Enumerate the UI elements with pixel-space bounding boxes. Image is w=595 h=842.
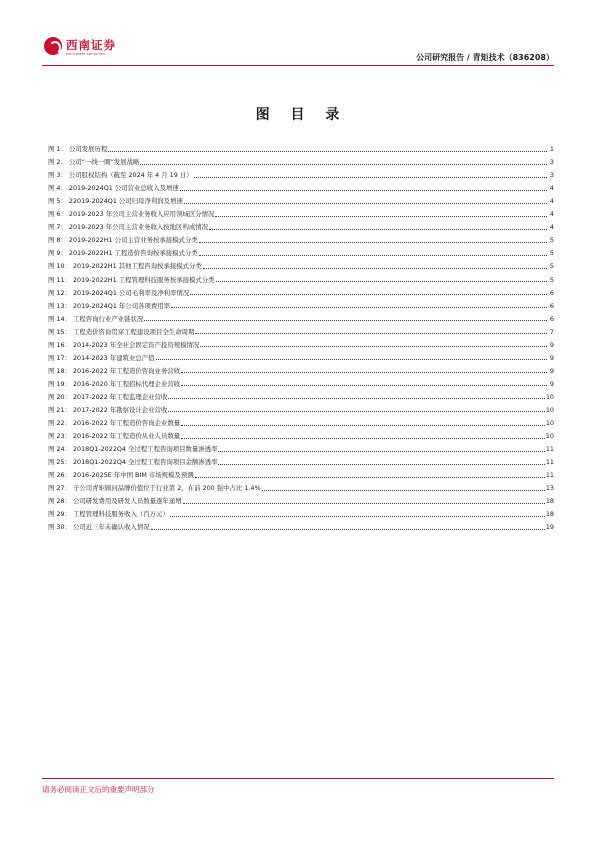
toc-entry-title: 2014-2023 年全社会固定资产投资规模情况 bbox=[72, 340, 200, 349]
figure-list bbox=[48, 140, 554, 531]
toc-entry-title: 2016-2025E 年中国 BIM 市场规模及预测 bbox=[72, 471, 194, 480]
toc-entry[interactable] bbox=[48, 231, 554, 244]
toc-entry[interactable] bbox=[48, 518, 554, 531]
toc-entry-page-number: 1 bbox=[549, 145, 554, 154]
toc-entry-title: 2017-2022 年勘察设计企业营收 bbox=[72, 405, 168, 414]
toc-entry-label: 图 25： bbox=[48, 458, 71, 467]
toc-dot-leader bbox=[181, 438, 545, 439]
logo-name: 西南证券 bbox=[66, 38, 116, 52]
toc-entry-label: 图 8： bbox=[48, 236, 67, 245]
toc-entry-page-number: 6 bbox=[549, 314, 554, 323]
toc-entry-label: 图 28： bbox=[48, 497, 71, 506]
toc-entry-label: 图 22： bbox=[48, 419, 71, 428]
toc-entry-page-number: 6 bbox=[549, 301, 554, 310]
page-header bbox=[42, 36, 554, 66]
footer-divider bbox=[42, 778, 554, 779]
toc-entry[interactable] bbox=[48, 166, 554, 179]
toc-dot-leader bbox=[200, 346, 547, 347]
toc-entry-page-number: 13 bbox=[545, 484, 554, 493]
company-logo bbox=[42, 36, 132, 62]
toc-dot-leader bbox=[195, 333, 547, 334]
toc-entry-page-number: 5 bbox=[549, 236, 554, 245]
footer-disclaimer: 请务必阅读正文后的重要声明部分 bbox=[42, 785, 155, 794]
toc-entry-title: 2016-2020 年工程招标代理企业营收 bbox=[72, 379, 181, 388]
toc-dot-leader bbox=[216, 281, 547, 282]
toc-entry-label: 图 7： bbox=[48, 223, 67, 232]
toc-entry[interactable] bbox=[48, 140, 554, 153]
toc-entry[interactable] bbox=[48, 244, 554, 257]
toc-entry[interactable] bbox=[48, 336, 554, 349]
toc-dot-leader bbox=[181, 385, 547, 386]
toc-dot-leader bbox=[184, 203, 547, 204]
toc-entry-page-number: 9 bbox=[549, 353, 554, 362]
toc-entry-label: 图 23： bbox=[48, 432, 71, 441]
toc-entry[interactable] bbox=[48, 401, 554, 414]
toc-entry-page-number: 4 bbox=[549, 223, 554, 232]
toc-entry[interactable] bbox=[48, 505, 554, 518]
toc-entry-page-number: 10 bbox=[545, 405, 554, 414]
toc-entry-label: 图 12： bbox=[48, 288, 71, 297]
toc-dot-leader bbox=[156, 359, 547, 360]
toc-entry-title: 工程咨询行业产业链状况 bbox=[72, 314, 144, 323]
toc-entry-label: 图 11： bbox=[48, 275, 71, 284]
logo-subtitle: SOUTHWEST SECURITIES bbox=[66, 52, 106, 56]
toc-dot-leader bbox=[199, 242, 547, 243]
toc-dot-leader bbox=[151, 529, 545, 530]
toc-entry-label: 图 10： bbox=[48, 262, 71, 271]
toc-entry-title: 公司发展历程 bbox=[68, 145, 108, 154]
toc-dot-leader bbox=[108, 151, 547, 152]
toc-entry-title: 2019-2022H1 工程造价咨询按承接模式分类 bbox=[68, 249, 198, 258]
logo-emblem-icon bbox=[44, 37, 62, 55]
toc-entry-page-number: 4 bbox=[549, 210, 554, 219]
toc-entry-title: 公司股权结构（截至 2024 年 4 月 19 日） bbox=[68, 171, 193, 180]
toc-entry[interactable] bbox=[48, 179, 554, 192]
toc-dot-leader bbox=[190, 294, 547, 295]
toc-entry-label: 图 30： bbox=[48, 523, 71, 532]
toc-entry[interactable] bbox=[48, 479, 554, 492]
toc-entry-title: 公司近三年未确认收入情况 bbox=[72, 523, 150, 532]
toc-entry-label: 图 24： bbox=[48, 445, 71, 454]
toc-entry[interactable] bbox=[48, 349, 554, 362]
toc-dot-leader bbox=[194, 177, 547, 178]
toc-dot-leader bbox=[262, 490, 545, 491]
toc-entry-label: 图 6： bbox=[48, 210, 67, 219]
toc-entry-label: 图 9： bbox=[48, 249, 67, 258]
toc-entry[interactable] bbox=[48, 310, 554, 323]
toc-entry-label: 图 3： bbox=[48, 171, 67, 180]
toc-entry-title: 2019-2022H1 其他工程咨询按承接模式分类 bbox=[72, 262, 202, 271]
toc-entry[interactable] bbox=[48, 492, 554, 505]
toc-entry-title: 2018Q1-2022Q4 全过程工程咨询项目数量渗透率 bbox=[72, 445, 218, 454]
toc-entry-page-number: 11 bbox=[545, 445, 554, 454]
toc-entry-label: 图 15： bbox=[48, 327, 71, 336]
toc-entry-page-number: 19 bbox=[545, 523, 554, 532]
toc-dot-leader bbox=[181, 425, 545, 426]
toc-dot-leader bbox=[170, 516, 545, 517]
toc-entry-label: 图 26： bbox=[48, 471, 71, 480]
toc-entry-title: 2016-2022 年工程造价咨询业务营收 bbox=[72, 366, 181, 375]
toc-dot-leader bbox=[195, 477, 545, 478]
toc-entry-title: 子公司青矩顾问品牌价值位于行业第 2，在前 200 强中占比 1.4% bbox=[72, 484, 261, 493]
toc-entry-title: 2019-2022H1 公司主营业务按承接模式分类 bbox=[68, 236, 198, 245]
page-title: 图 目 录 bbox=[255, 107, 348, 123]
toc-entry-label: 图 2： bbox=[48, 158, 67, 167]
toc-entry-title: 2018Q1-2022Q4 全过程工程咨询项目金额渗透率 bbox=[72, 458, 218, 467]
toc-entry[interactable] bbox=[48, 323, 554, 336]
toc-entry[interactable] bbox=[48, 440, 554, 453]
toc-entry-title: 2019-2024Q1 年公司各项费用率 bbox=[72, 301, 171, 310]
toc-entry-page-number: 9 bbox=[549, 379, 554, 388]
toc-entry-page-number: 9 bbox=[549, 340, 554, 349]
toc-entry-page-number: 5 bbox=[549, 262, 554, 271]
toc-entry[interactable] bbox=[48, 218, 554, 231]
toc-entry-page-number: 3 bbox=[549, 171, 554, 180]
toc-entry-title: 公司研发费用及研发人员数量逐年递增 bbox=[72, 497, 182, 506]
toc-dot-leader bbox=[144, 320, 547, 321]
toc-entry[interactable] bbox=[48, 362, 554, 375]
toc-entry-label: 图 14： bbox=[48, 314, 71, 323]
toc-entry-page-number: 9 bbox=[549, 366, 554, 375]
toc-dot-leader bbox=[218, 464, 544, 465]
toc-entry[interactable] bbox=[48, 414, 554, 427]
toc-entry-page-number: 6 bbox=[549, 288, 554, 297]
toc-entry-page-number: 11 bbox=[545, 471, 554, 480]
toc-entry-page-number: 4 bbox=[549, 184, 554, 193]
toc-dot-leader bbox=[203, 268, 547, 269]
toc-entry-label: 图 16： bbox=[48, 340, 71, 349]
toc-entry-page-number: 7 bbox=[549, 327, 554, 336]
toc-entry[interactable] bbox=[48, 388, 554, 401]
toc-entry-label: 图 18： bbox=[48, 366, 71, 375]
toc-entry-title: 2019-2022H1 工程管理科技服务按承接模式分类 bbox=[72, 275, 215, 284]
toc-entry-title: 工程造价咨询贯穿工程建设项目全生命周期 bbox=[72, 327, 195, 336]
toc-dot-leader bbox=[183, 503, 545, 504]
toc-dot-leader bbox=[180, 190, 547, 191]
toc-dot-leader bbox=[215, 216, 547, 217]
toc-entry-page-number: 10 bbox=[545, 432, 554, 441]
toc-dot-leader bbox=[168, 398, 545, 399]
toc-entry-page-number: 4 bbox=[549, 197, 554, 206]
toc-entry-label: 图 5： bbox=[48, 197, 67, 206]
toc-dot-leader bbox=[199, 255, 547, 256]
toc-entry[interactable] bbox=[48, 192, 554, 205]
toc-entry-page-number: 18 bbox=[545, 497, 554, 506]
toc-entry[interactable] bbox=[48, 453, 554, 466]
toc-dot-leader bbox=[168, 411, 545, 412]
toc-entry-title: 2016-2022 年工程造价咨询企业数量 bbox=[72, 419, 181, 428]
toc-entry-title: 公司“一线一圈”发展战略 bbox=[68, 158, 140, 167]
toc-dot-leader bbox=[218, 451, 544, 452]
toc-entry-label: 图 4： bbox=[48, 184, 67, 193]
toc-entry[interactable] bbox=[48, 257, 554, 270]
report-title: 公司研究报告 / 青矩技术（836208） bbox=[416, 53, 554, 62]
toc-dot-leader bbox=[171, 307, 547, 308]
toc-entry[interactable] bbox=[48, 375, 554, 388]
toc-entry-label: 图 29： bbox=[48, 510, 71, 519]
toc-entry-title: 2016-2022 年工程造价从业人员数量 bbox=[72, 432, 181, 441]
toc-entry-page-number: 18 bbox=[545, 510, 554, 519]
toc-dot-leader bbox=[209, 229, 547, 230]
toc-dot-leader bbox=[140, 164, 547, 165]
toc-entry-title: 2019-2023 年公司主营业务收入按地区构成情况 bbox=[68, 223, 209, 232]
toc-entry-label: 图 13： bbox=[48, 301, 71, 310]
toc-entry-title: 2019-2024Q1 公司营业总收入及增速 bbox=[68, 184, 179, 193]
toc-entry-title: 22019-2024Q1 公司归母净利润及增速 bbox=[68, 197, 183, 206]
toc-entry-title: 工程管理科技服务收入（百万元） bbox=[72, 510, 169, 519]
toc-entry-title: 2017-2022 年工程监理企业营收 bbox=[72, 392, 168, 401]
toc-entry-title: 2019-2023 年公司主营业务收入应用领域区分情况 bbox=[68, 210, 215, 219]
toc-entry-label: 图 27： bbox=[48, 484, 71, 493]
toc-entry-page-number: 11 bbox=[545, 458, 554, 467]
toc-entry-title: 2019-2024Q1 公司毛利率及净利率情况 bbox=[72, 288, 190, 297]
toc-entry[interactable] bbox=[48, 297, 554, 310]
toc-entry[interactable] bbox=[48, 284, 554, 297]
toc-entry-title: 2014-2023 年建筑业总产值 bbox=[72, 353, 155, 362]
toc-dot-leader bbox=[181, 372, 547, 373]
toc-entry[interactable] bbox=[48, 270, 554, 283]
toc-entry-page-number: 5 bbox=[549, 275, 554, 284]
toc-entry-page-number: 10 bbox=[545, 419, 554, 428]
toc-entry-page-number: 5 bbox=[549, 249, 554, 258]
header-divider bbox=[42, 65, 554, 66]
toc-entry-page-number: 3 bbox=[549, 158, 554, 167]
toc-entry-label: 图 1： bbox=[48, 145, 67, 154]
toc-entry-label: 图 17： bbox=[48, 353, 71, 362]
toc-entry[interactable] bbox=[48, 427, 554, 440]
toc-entry-page-number: 10 bbox=[545, 392, 554, 401]
toc-entry-label: 图 20： bbox=[48, 392, 71, 401]
toc-entry[interactable] bbox=[48, 205, 554, 218]
toc-entry-label: 图 19： bbox=[48, 379, 71, 388]
toc-entry-label: 图 21： bbox=[48, 405, 71, 414]
toc-entry[interactable] bbox=[48, 466, 554, 479]
toc-entry[interactable] bbox=[48, 153, 554, 166]
